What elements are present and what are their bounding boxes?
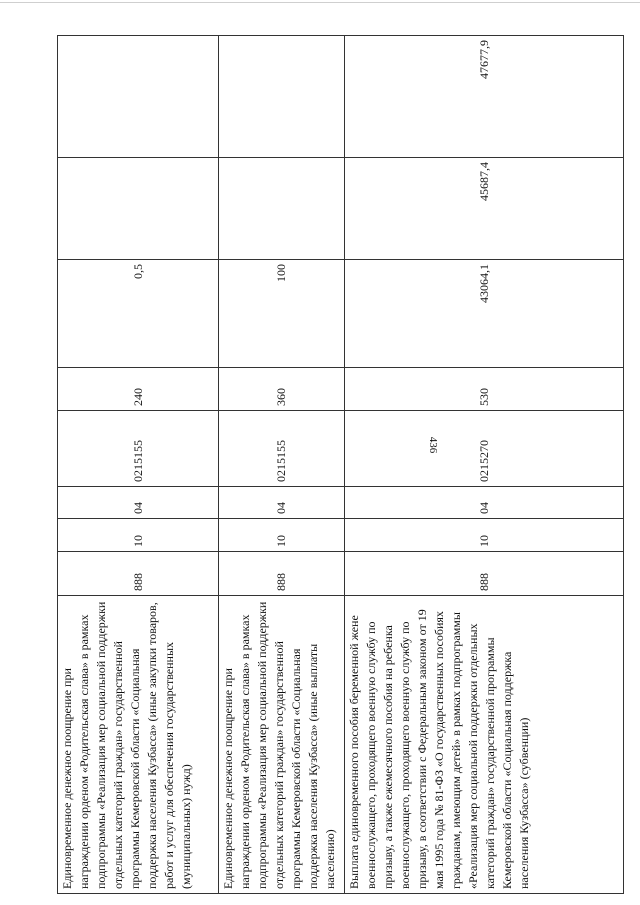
subsection-code: 04 <box>58 487 219 519</box>
target-code: 0215155 <box>58 411 219 487</box>
top-rule <box>0 2 640 3</box>
expense-type-code: 360 <box>219 368 345 411</box>
row-name: Выплата единовременного пособия беременной жене военнослужащего, проходящего военную службу по призыву, а также ежемесячного пособия на ребенка военнослужащего, проходящего военную службу по призыву, в соответствии с Федеральным законом от 19 мая 1995 года № 81-ФЗ «О государственных пособиях гражданам, имеющим детей» в рамках подпрограммы «Реализация мер социальной поддержки отдельных категорий граждан» государственной программы Кемеровской области «Социальная поддержка населения Кузбасса» (субвенции) <box>345 596 624 894</box>
section-code: 10 <box>58 519 219 552</box>
row-name: Единовременное денежное поощрение при награждении орденом «Родительская слава» в рамках подпрограммы «Реализация мер социальной поддержки отдельных категорий граждан» государственной программы Кемеровской области «Социальная поддержка населения Кузбасса» (иные закупки товаров, работ и услуг для обеспечения государственных (муниципальных) нужд) <box>58 596 219 894</box>
subsection-code: 04 <box>219 487 345 519</box>
amount-year-3 <box>219 36 345 158</box>
section-code: 10 <box>345 519 624 552</box>
table-row <box>58 36 219 894</box>
ministry-code: 888 <box>58 552 219 596</box>
subsection-code: 04 <box>345 487 624 519</box>
budget-table <box>57 35 624 894</box>
amount-year-1: 0,5 <box>58 260 219 368</box>
amount-year-3: 47677,9 <box>345 36 624 158</box>
row-name: Единовременное денежное поощрение при награждении орденом «Родительская слава» в рамках подпрограммы «Реализация мер социальной поддержки отдельных категорий граждан» государственной программы Кемеровской области «Социальная поддержка населения Кузбасса» (иные выплаты населению) <box>219 596 345 894</box>
target-code: 0215270 <box>345 411 624 487</box>
section-code: 10 <box>219 519 345 552</box>
target-code: 0215155 <box>219 411 345 487</box>
table-row <box>345 36 624 894</box>
table-row <box>219 36 345 894</box>
amount-year-3 <box>58 36 219 158</box>
amount-year-2 <box>58 158 219 260</box>
budget-table-container <box>57 36 623 894</box>
expense-type-code: 240 <box>58 368 219 411</box>
amount-year-2: 45687,4 <box>345 158 624 260</box>
amount-year-1: 43064,1 <box>345 260 624 368</box>
page-number: 436 <box>427 436 439 454</box>
amount-year-2 <box>219 158 345 260</box>
ministry-code: 888 <box>219 552 345 596</box>
amount-year-1: 100 <box>219 260 345 368</box>
expense-type-code: 530 <box>345 368 624 411</box>
ministry-code: 888 <box>345 552 624 596</box>
